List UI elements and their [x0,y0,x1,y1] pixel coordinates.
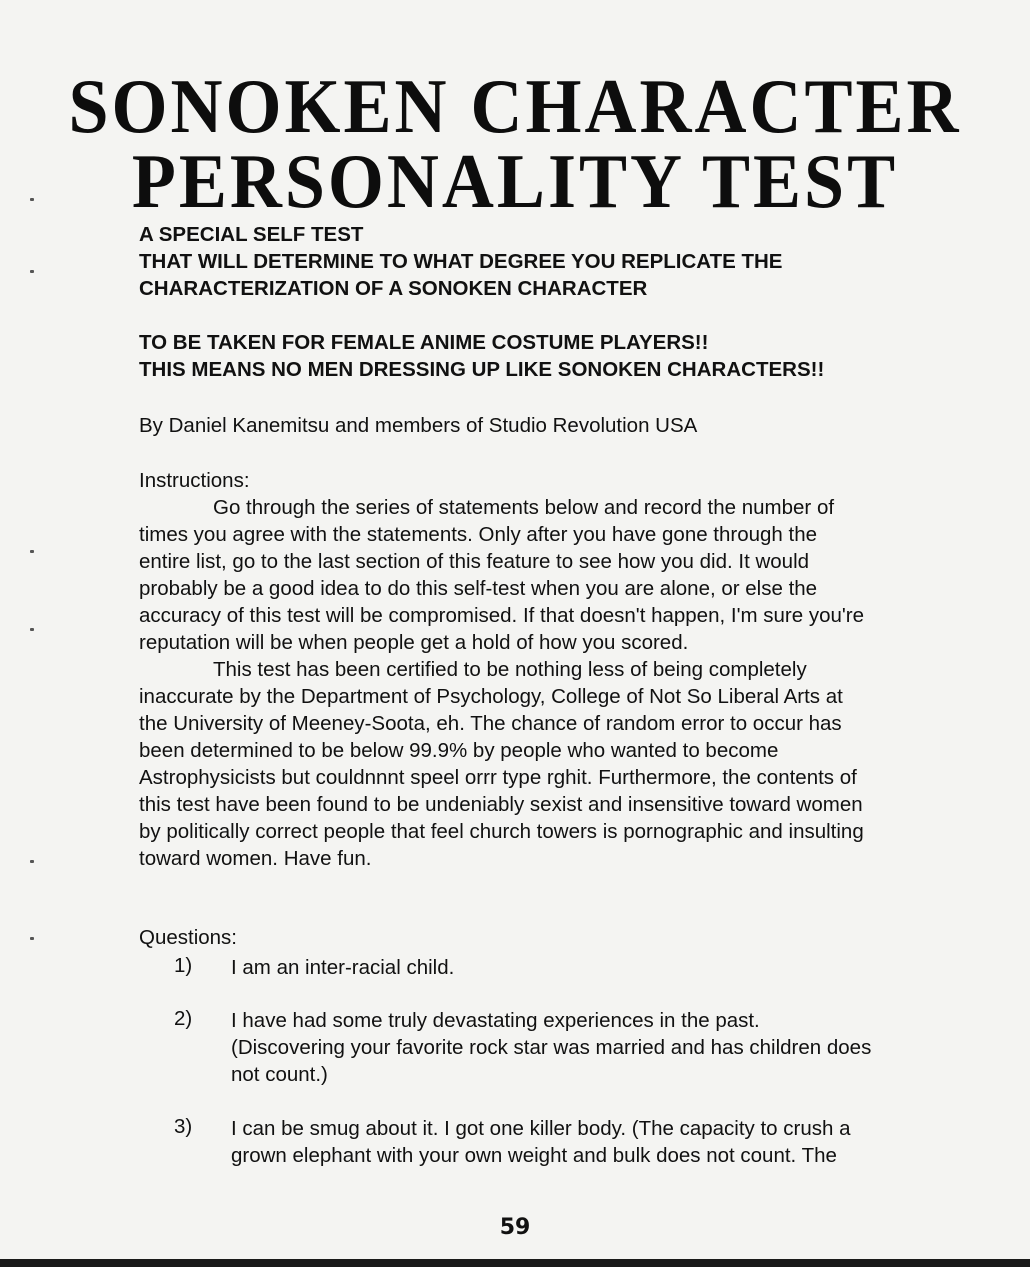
binder-hole-mark [30,860,34,863]
byline: By Daniel Kanemitsu and members of Studio Revolution USA [139,414,698,437]
page-number: 59 [499,1215,531,1240]
paragraph-line: reputation will be when people get a hold of how you scored. [139,631,689,654]
question-text [231,1007,951,1088]
instructions-section [139,467,949,872]
question-line: not count.) [231,1063,328,1086]
binder-hole-mark [30,937,34,940]
question-number: 1) [174,954,193,977]
paragraph-line: times you agree with the statements. Only after you have gone through the [139,523,818,546]
notice-line: TO BE TAKEN FOR FEMALE ANIME COSTUME PLAYERS!! [139,331,709,354]
binder-hole-mark [30,550,34,553]
paragraph-line: toward women. Have fun. [139,847,372,870]
paragraph-line: This test has been certified to be nothing less of being completely [213,658,807,681]
binder-hole-mark [30,628,34,631]
question-line: I have had some truly devastating experiences in the past. [231,1009,760,1032]
question-text [231,1115,951,1169]
paragraph-line: the University of Meeney-Soota, eh. The chance of random error to occur has [139,712,842,735]
subtitle-line: A SPECIAL SELF TEST [139,223,364,246]
page-title-line-1: SONOKEN CHARACTER [68,62,962,150]
question-number: 2) [174,1007,193,1030]
subtitle [139,221,949,302]
paragraph-line: inaccurate by the Department of Psychology, College of Not So Liberal Arts at [139,685,843,708]
paragraph-line: accuracy of this test will be compromised. If that doesn't happen, I'm sure you're [139,604,865,627]
question-line: grown elephant with your own weight and bulk does not count. The [231,1144,837,1167]
subtitle-line: CHARACTERIZATION OF A SONOKEN CHARACTER [139,277,648,300]
subtitle-line: THAT WILL DETERMINE TO WHAT DEGREE YOU REPLICATE THE [139,250,783,273]
paragraph-line: by politically correct people that feel church towers is pornographic and insulting [139,820,864,843]
binder-hole-mark [30,270,34,273]
question-number: 3) [174,1115,193,1138]
paragraph-line: probably be a good idea to do this self-test when you are alone, or else the [139,577,818,600]
page-title-line-2: PERSONALITY TEST [131,137,899,225]
question-line: I am an inter-racial child. [231,956,455,979]
binder-hole-mark [30,198,34,201]
paragraph-line: been determined to be below 99.9% by people who wanted to become [139,739,779,762]
notice-line: THIS MEANS NO MEN DRESSING UP LIKE SONOKEN CHARACTERS!! [139,358,825,381]
question-line: I can be smug about it. I got one killer body. (The capacity to crush a [231,1117,851,1140]
scan-edge [0,1259,1030,1267]
paragraph-line: this test have been found to be undeniably sexist and insensitive toward women [139,793,863,816]
question-line: (Discovering your favorite rock star was married and has children does [231,1036,872,1059]
notice [139,329,949,383]
instructions-heading: Instructions: [139,469,250,492]
paragraph-line: entire list, go to the last section of this feature to see how you did. It would [139,550,810,573]
question-text [231,954,951,981]
paragraph-line: Go through the series of statements below and record the number of [213,496,835,519]
paragraph-line: Astrophysicists but couldnnnt speel orrr type rghit. Furthermore, the contents of [139,766,857,789]
questions-heading: Questions: [139,926,237,949]
